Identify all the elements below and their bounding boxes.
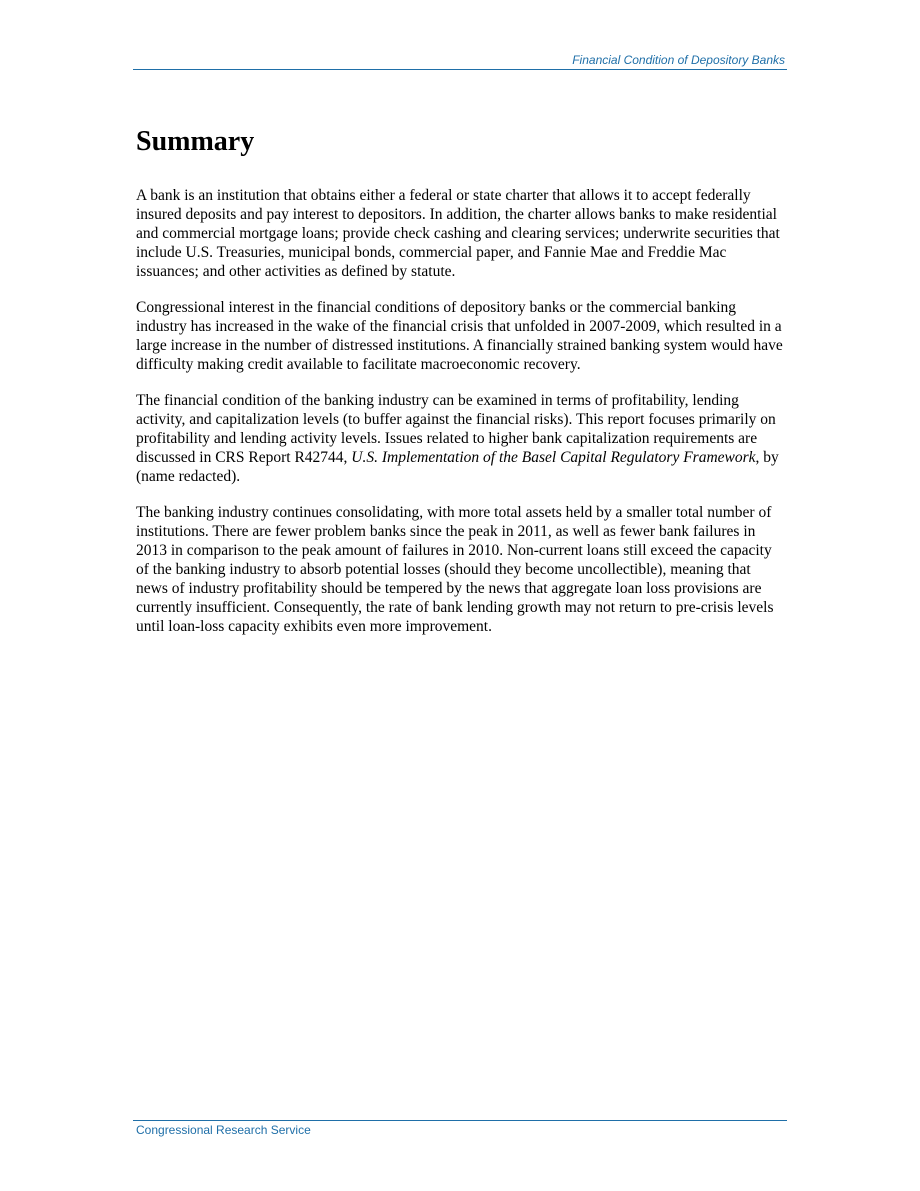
summary-paragraph-3	[136, 391, 786, 486]
running-header	[133, 53, 787, 70]
section-heading: Summary	[136, 126, 255, 157]
report-title-italic: U.S. Implementation of the Basel Capital Regulatory Framework	[351, 449, 756, 466]
running-header-title: Financial Condition of Depository Banks	[572, 53, 785, 67]
paragraph-3-text-before: The financial condition of the banking industry can be examined in terms of profitability, lending activity, and capitalization levels (to buffer against the financial risks). This report focuses primarily on profitability and lending activity levels. Issues related to higher bank capitalization requirements are discussed in CRS Report R42744,	[136, 392, 776, 466]
footer-organization: Congressional Research Service	[136, 1123, 311, 1137]
summary-paragraph-1: A bank is an institution that obtains either a federal or state charter that allows it to accept federally insured deposits and pay interest to depositors. In addition, the charter allows banks to make residential and commercial mortgage loans; provide check cashing and clearing services; underwrite securities that include U.S. Treasuries, municipal bonds, commercial paper, and Fannie Mae and Freddie Mac issuances; and other activities as defined by statute.	[136, 187, 780, 280]
summary-section	[136, 122, 786, 653]
summary-paragraph-4: The banking industry continues consolidating, with more total assets held by a smaller total number of institutions. There are fewer problem banks since the peak in 2011, as well as fewer bank failures in 2013 in comparison to the peak amount of failures in 2010. Non-current loans still exceed the capacity of the banking industry to absorb potential losses (should they become uncollectible), meaning that news of industry profitability should be tempered by the news that aggregate loan loss provisions are currently insufficient. Consequently, the rate of bank lending growth may not return to pre-crisis levels until loan-loss capacity exhibits even more improvement.	[136, 504, 774, 635]
summary-paragraph-2: Congressional interest in the financial conditions of depository banks or the commercial banking industry has increased in the wake of the financial crisis that unfolded in 2007-2009, which resulted in a large increase in the number of distressed institutions. A financially strained banking system would have difficulty making credit available to facilitate macroeconomic recovery.	[136, 299, 783, 373]
paragraph-3-text-after: , by (name redacted).	[136, 449, 779, 485]
running-footer	[133, 1120, 787, 1139]
